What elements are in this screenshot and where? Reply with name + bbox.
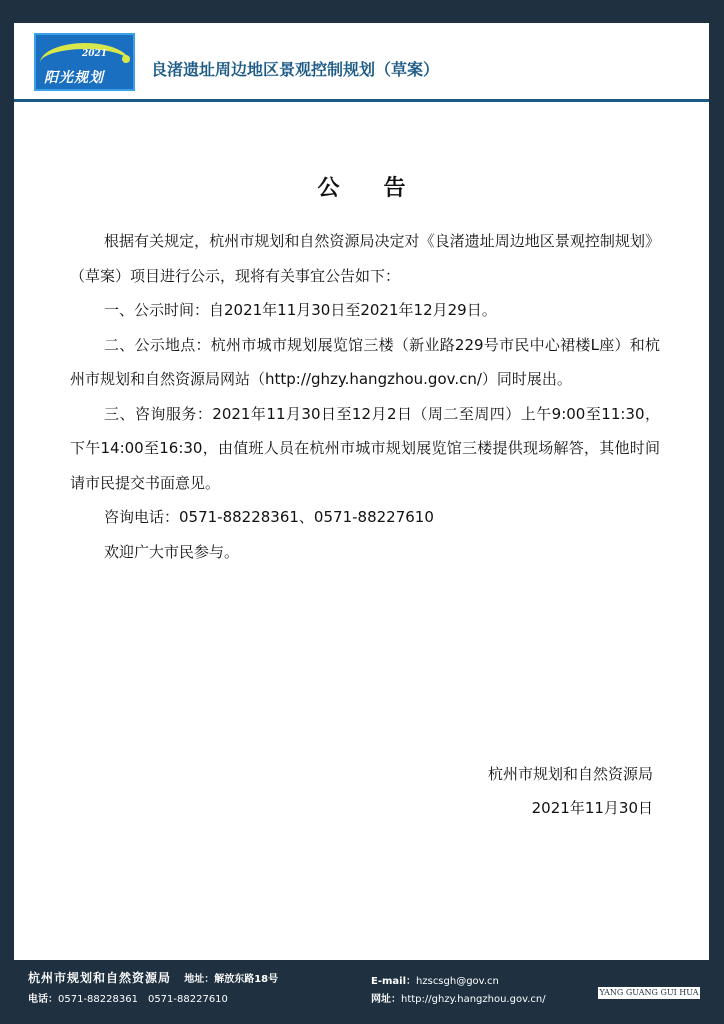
footer-email-label: E-mail： (371, 976, 417, 987)
footer-website (371, 990, 546, 1005)
notice-paragraph-service: 三、咨询服务：2021年11月30日至12月2日（周二至周四）上午9:00至11:30，下午14:00至16:30，由值班人员在杭州市城市规划展览馆三楼提供现场解答，其他时间请市民提交书面意见。 (70, 404, 660, 492)
header-title: 良渚遗址周边地区景观控制规划（草案） (151, 60, 440, 79)
footer-web-label: 网址： (371, 994, 401, 1005)
notice-title: 公 告 (317, 176, 406, 201)
footer-brand-badge: YANG GUANG GUI HUA (599, 988, 699, 997)
signature-block (488, 757, 653, 825)
footer-phone-value: 0571-88228361 0571-88227610 (58, 994, 228, 1005)
notice-paragraph-phone: 咨询电话：0571-88228361、0571-88227610 (104, 508, 434, 526)
page-footer (28, 966, 708, 1024)
signature-date: 2021年11月30日 (531, 799, 653, 817)
footer-email (371, 972, 499, 987)
footer-line-1 (28, 969, 278, 986)
footer-web-link[interactable]: http://ghzy.hangzhou.gov.cn/ (401, 994, 546, 1005)
document-page (14, 23, 709, 960)
notice-body (70, 224, 660, 569)
notice-paragraph-intro: 根据有关规定，杭州市规划和自然资源局决定对《良渚遗址周边地区景观控制规划》（草案）项目进行公示，现将有关事宜公告如下： (70, 232, 660, 285)
footer-address-value: 解放东路18号 (214, 974, 279, 985)
notice-paragraph-time: 一、公示时间：自2021年11月30日至2021年12月29日。 (104, 301, 497, 319)
logo-text: 阳光规划 (44, 70, 104, 86)
footer-address (184, 974, 278, 985)
footer-address-label: 地址： (184, 974, 215, 985)
notice-paragraph-location: 二、公示地点：杭州市城市规划展览馆三楼（新业路229号市民中心裙楼L座）和杭州市规划和自然资源局网站（http://ghzy.hangzhou.gov.cn/）同时展出。 (70, 335, 660, 388)
logo-year: 2021 (82, 49, 108, 59)
page-header (14, 23, 709, 102)
footer-org: 杭州市规划和自然资源局 (28, 971, 172, 985)
footer-phone (28, 990, 228, 1005)
footer-email-value[interactable]: hzscsgh@gov.cn (416, 976, 499, 987)
notice-paragraph-welcome: 欢迎广大市民参与。 (104, 542, 240, 561)
footer-phone-label: 电话： (28, 994, 58, 1005)
signature-org: 杭州市规划和自然资源局 (487, 765, 653, 783)
sunshine-planning-logo (34, 33, 135, 91)
logo-sun-icon (122, 55, 130, 63)
